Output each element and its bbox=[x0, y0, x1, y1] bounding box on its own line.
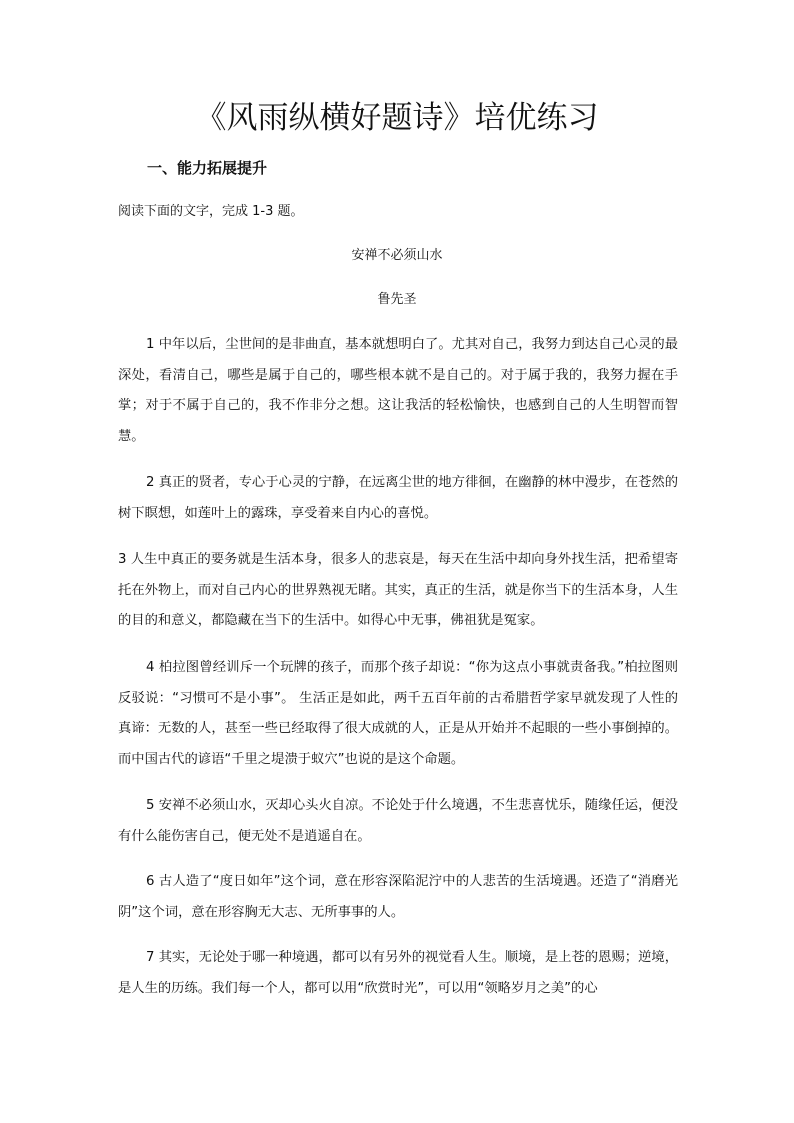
article-paragraph-3: 3 人生中真正的要务就是生活本身，很多人的悲哀是，每天在生活中却向身外找生活，把希望寄托在外物上，而对自己内心的世界熟视无睹。其实，真正的生活，就是你当下的生活本身，人生的目的和意义，都隐藏在当下的生活中。如得心中无事，佛祖犹是冤家。 bbox=[118, 552, 678, 628]
article-paragraph-6: 6 古人造了“度日如年”这个词，意在形容深陷泥泞中的人悲苦的生活境遇。还造了“消磨光阴”这个词，意在形容胸无大志、无所事事的人。 bbox=[118, 874, 678, 920]
article-title: 安禅不必须山水 bbox=[351, 248, 443, 263]
article-paragraph-2: 2 真正的贤者，专心于心灵的宁静，在远离尘世的地方徘徊，在幽静的林中漫步，在苍然的树下瞑想，如莲叶上的露珠，享受着来自内心的喜悦。 bbox=[118, 475, 678, 521]
article-paragraph-7: 7 其实，无论处于哪一种境遇，都可以有另外的视觉看人生。顺境，是上苍的恩赐；逆境，是人生的历练。我们每一个人，都可以用“欣赏时光”，可以用“领略岁月之美”的心 bbox=[118, 950, 678, 996]
reading-instruction: 阅读下面的文字，完成 1-3 题。 bbox=[118, 204, 304, 219]
article-author: 鲁先圣 bbox=[377, 292, 417, 307]
article-paragraph-5: 5 安禅不必须山水，灭却心头火自凉。不论处于什么境遇，不生悲喜忧乐，随缘任运，便没有什么能伤害自己，便无处不是逍遥自在。 bbox=[118, 798, 678, 844]
section-heading: 一、能力拓展提升 bbox=[147, 159, 268, 177]
article-paragraph-4: 4 柏拉图曾经训斥一个玩牌的孩子，而那个孩子却说：“你为这点小事就责备我。”柏拉图则反驳说：“习惯可不是小事”。 生活正是如此，两千五百年前的古希腊哲学家早就发现了人性的真谛：无数的人，甚至一些已经取得了很大成就的人，正是从开始并不起眼的一些小事倒掉的。而中国古代的谚语“千里之堤溃于蚁穴”也说的是这个命题。 bbox=[118, 660, 678, 767]
document-title: 《风雨纵横好题诗》培优练习 bbox=[195, 100, 599, 136]
article-paragraph-1: 1 中年以后，尘世间的是非曲直，基本就想明白了。尤其对自己，我努力到达自己心灵的最深处，看清自己，哪些是属于自己的，哪些根本就不是自己的。对于属于我的，我努力握在手掌；对于不属于自己的，我不作非分之想。这让我活的轻松愉快，也感到自己的人生明智而智慧。 bbox=[118, 337, 678, 444]
